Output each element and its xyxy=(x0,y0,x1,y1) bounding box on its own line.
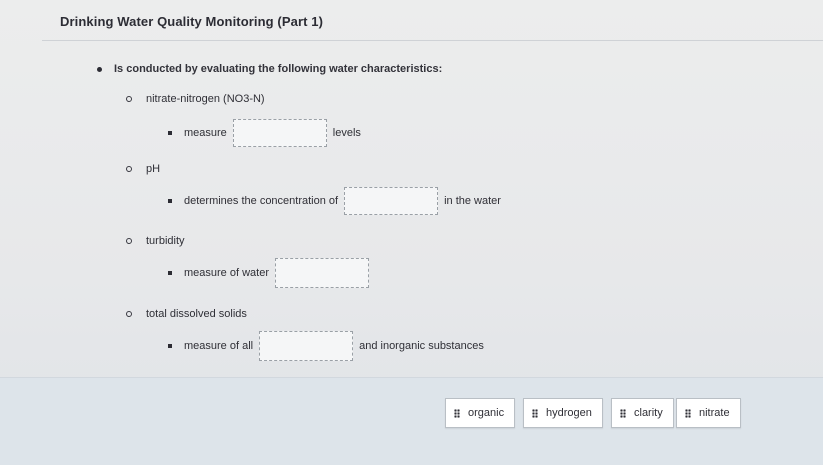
drag-handle-icon xyxy=(532,409,538,418)
page-title: Drinking Water Quality Monitoring (Part 1) xyxy=(60,14,324,29)
item-label: total dissolved solids xyxy=(146,308,247,320)
item-ph xyxy=(126,163,160,175)
header-divider xyxy=(42,40,823,41)
bullet-square xyxy=(168,199,172,203)
intro-line xyxy=(97,63,442,75)
chip-label: clarity xyxy=(634,407,663,419)
detail-text-before: measure of all xyxy=(184,340,254,352)
detail-text-after: and inorganic substances xyxy=(359,340,484,352)
item-label: nitrate-nitrogen (NO3-N) xyxy=(146,93,265,105)
drag-handle-icon xyxy=(685,409,691,418)
item-turbidity xyxy=(126,235,185,247)
detail-text-after: in the water xyxy=(444,195,501,207)
intro-text: Is conducted by evaluating the following water characteristics: xyxy=(114,63,443,75)
drop-zone-3[interactable] xyxy=(275,258,369,288)
detail-turbidity xyxy=(168,257,369,289)
bullet-square xyxy=(168,131,172,135)
item-label: pH xyxy=(146,163,161,175)
detail-ph xyxy=(168,186,501,216)
drag-handle-icon xyxy=(454,409,460,418)
detail-text-before: determines the concentration of xyxy=(184,195,339,207)
detail-text-before: measure of water xyxy=(184,267,269,279)
item-nitrate-nitrogen xyxy=(126,93,265,105)
drag-chip-nitrate[interactable] xyxy=(676,398,741,428)
chip-label: organic xyxy=(468,407,505,419)
drag-chip-clarity[interactable] xyxy=(611,398,674,428)
bullet-circle xyxy=(126,238,132,244)
bullet-square xyxy=(168,344,172,348)
bullet-circle xyxy=(126,166,132,172)
drop-zone-1[interactable] xyxy=(233,119,327,147)
drag-handle-icon xyxy=(620,409,626,418)
bullet-circle xyxy=(126,96,132,102)
detail-total-dissolved-solids xyxy=(168,330,484,362)
detail-nitrate-nitrogen xyxy=(168,118,361,148)
drop-zone-2[interactable] xyxy=(344,187,438,215)
bullet-disc xyxy=(97,67,102,72)
item-label: turbidity xyxy=(146,235,185,247)
detail-text-before: measure xyxy=(184,127,227,139)
drop-zone-4[interactable] xyxy=(259,331,353,361)
chip-label: hydrogen xyxy=(546,407,592,419)
bullet-square xyxy=(168,271,172,275)
chip-label: nitrate xyxy=(699,407,730,419)
bullet-circle xyxy=(126,311,132,317)
drag-chip-organic[interactable] xyxy=(445,398,515,428)
detail-text-after: levels xyxy=(332,127,361,139)
drag-chip-hydrogen[interactable] xyxy=(523,398,603,428)
item-total-dissolved-solids xyxy=(126,308,247,320)
